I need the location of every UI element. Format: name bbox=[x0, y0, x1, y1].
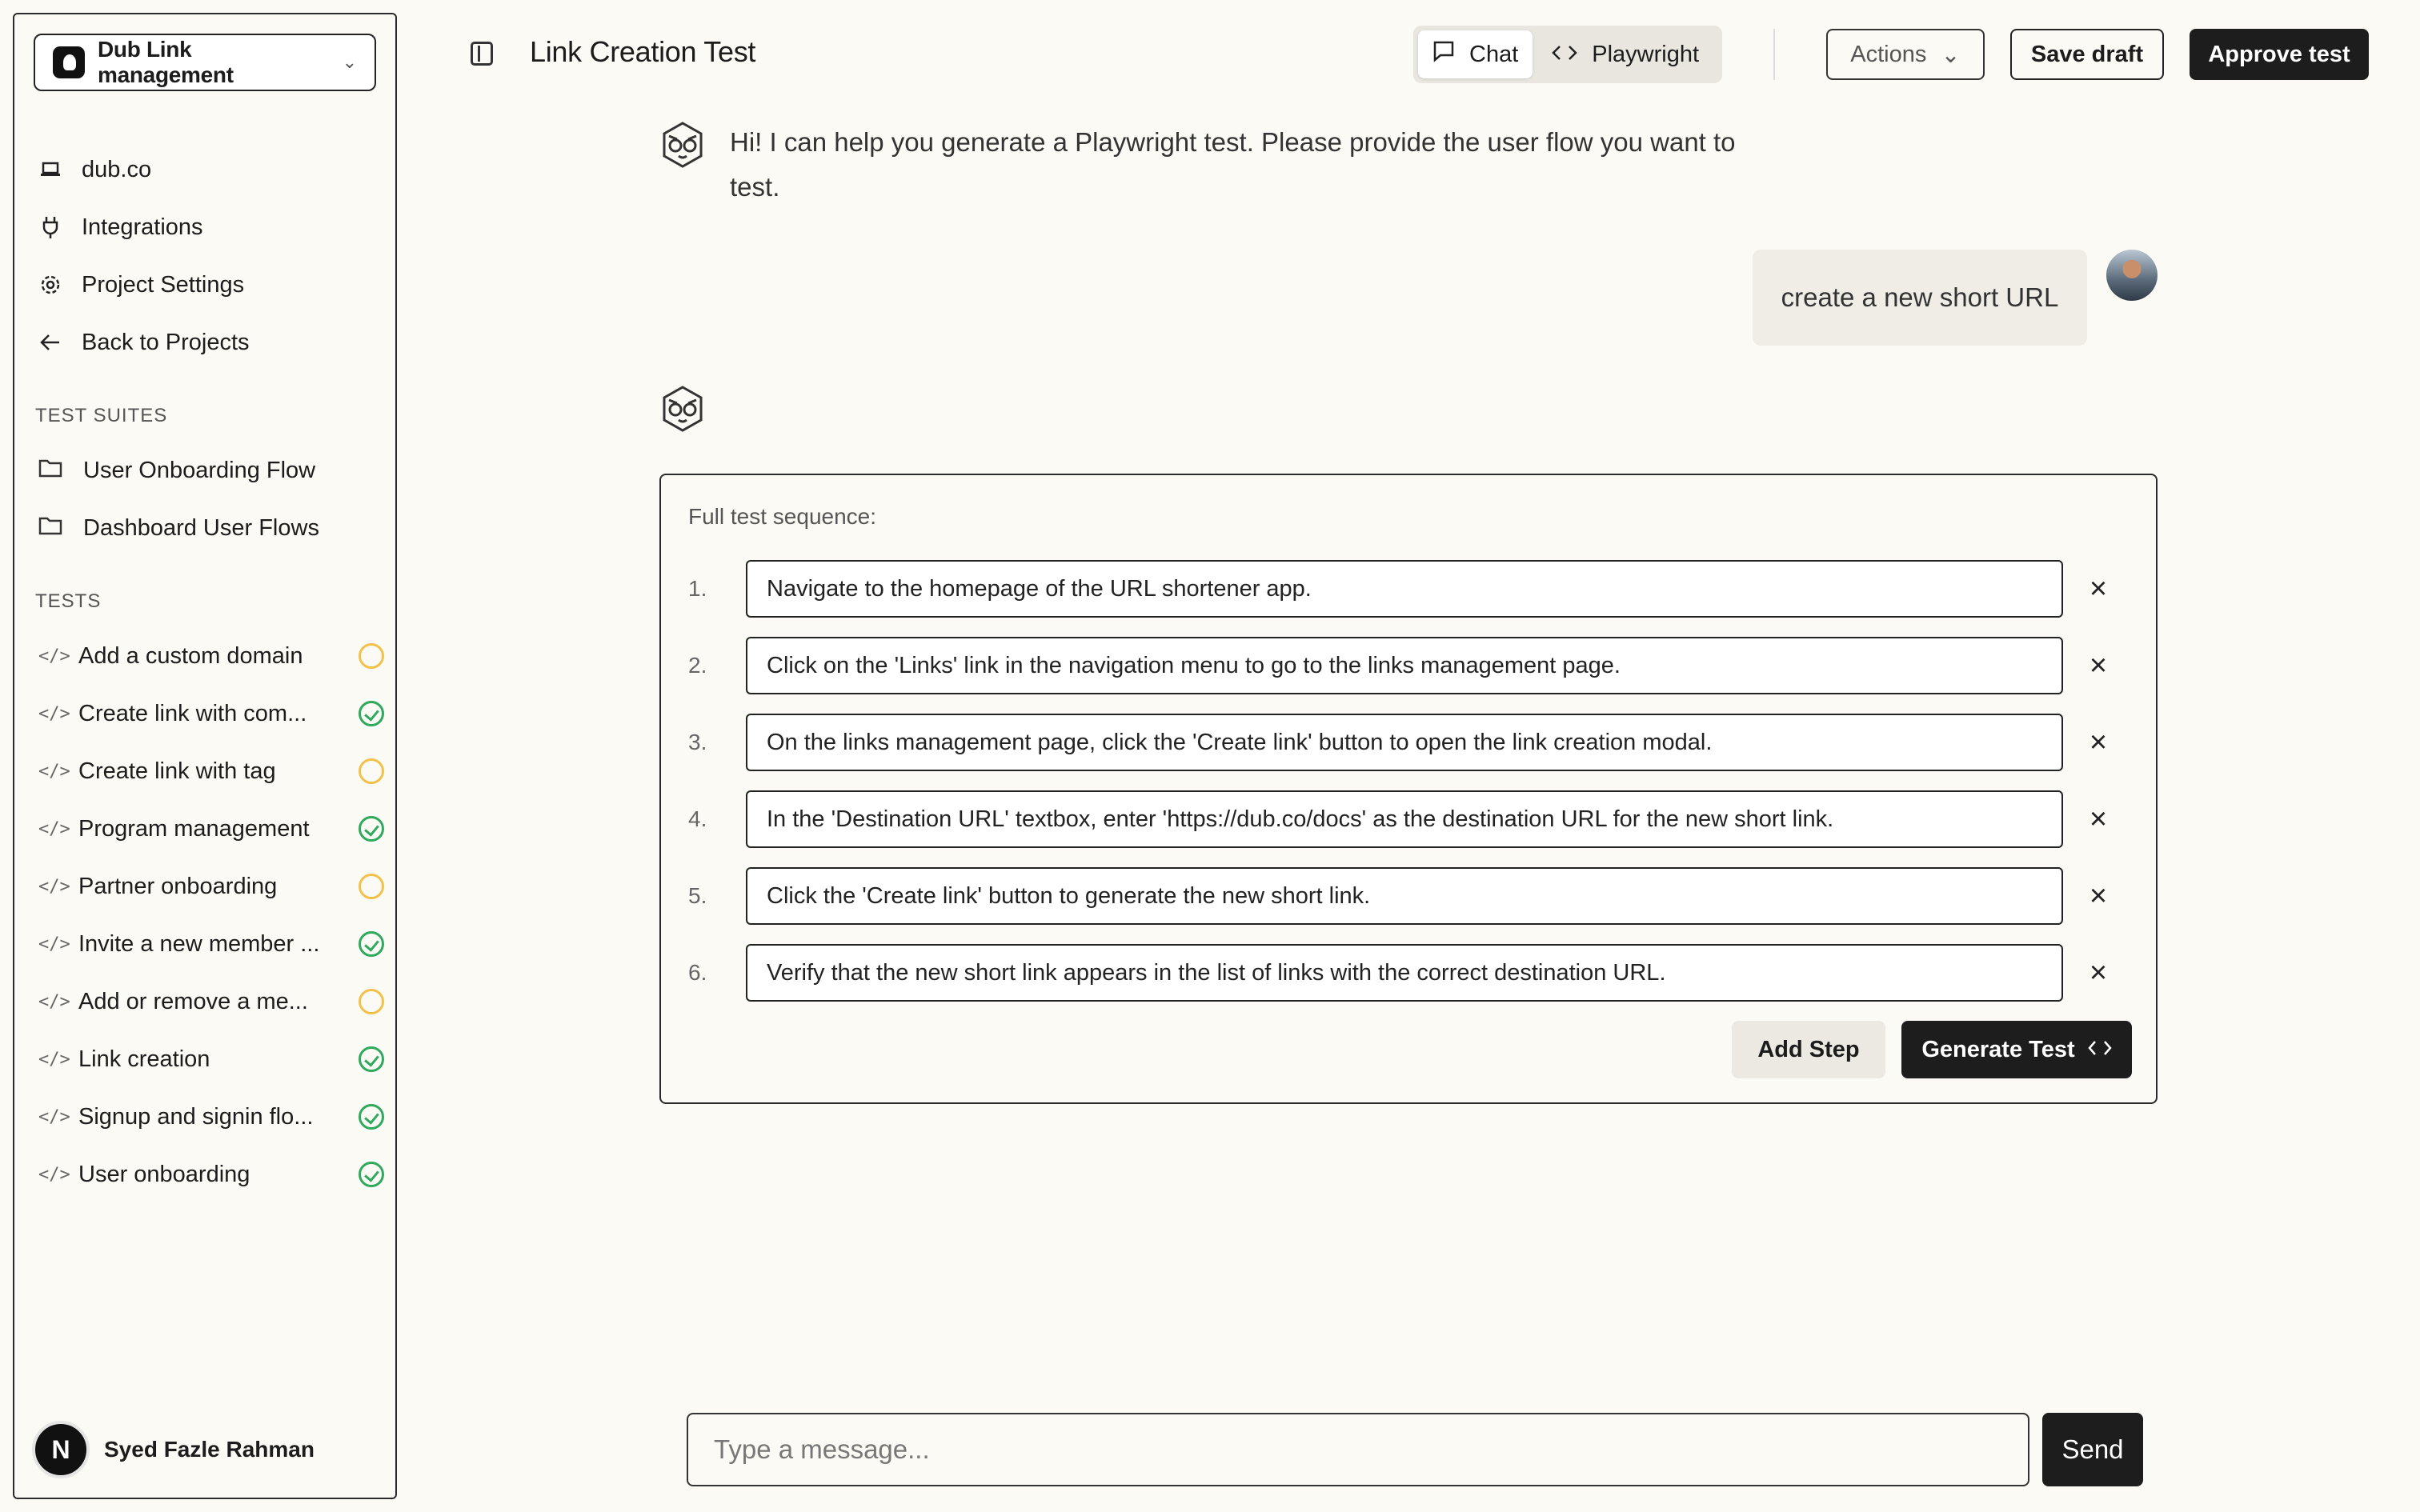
step-input[interactable]: Click the 'Create link' button to generate the new short link. bbox=[746, 867, 2063, 925]
test-item[interactable] bbox=[34, 627, 391, 685]
bot-avatar-icon bbox=[658, 120, 707, 170]
remove-step-icon[interactable]: × bbox=[2089, 725, 2108, 759]
tab-chat[interactable] bbox=[1418, 30, 1533, 78]
test-label: Add or remove a me... bbox=[78, 988, 308, 1014]
test-label: Create link with tag bbox=[78, 758, 276, 784]
test-item[interactable] bbox=[34, 973, 391, 1030]
actions-label: Actions bbox=[1850, 41, 1927, 67]
step-row bbox=[688, 714, 2134, 771]
test-item[interactable] bbox=[34, 1030, 391, 1088]
test-item[interactable] bbox=[34, 1088, 391, 1146]
code-icon: </> bbox=[38, 1049, 70, 1070]
sidebar-item-back-to-projects[interactable] bbox=[34, 314, 386, 371]
sidebar-nav bbox=[34, 141, 386, 371]
status-passed-icon bbox=[359, 931, 384, 957]
step-row bbox=[688, 560, 2134, 618]
chevron-down-icon: ⌄ bbox=[1941, 42, 1961, 68]
test-item[interactable] bbox=[34, 1146, 391, 1203]
code-brackets-icon bbox=[2088, 1037, 2112, 1063]
sidebar-item-dub-co[interactable] bbox=[34, 141, 386, 198]
code-brackets-icon bbox=[1552, 42, 1577, 68]
status-pending-icon bbox=[359, 758, 384, 784]
user-profile[interactable] bbox=[32, 1421, 315, 1478]
sidebar-toggle-icon[interactable] bbox=[471, 42, 493, 66]
sidebar-item-project-settings[interactable] bbox=[34, 256, 386, 314]
save-draft-button[interactable]: Save draft bbox=[2010, 29, 2164, 80]
step-number: 4. bbox=[688, 806, 707, 831]
actions-dropdown[interactable] bbox=[1826, 29, 1985, 80]
workspace-name: Dub Link management bbox=[98, 37, 234, 87]
workspace-switcher[interactable] bbox=[34, 34, 376, 91]
user-photo-avatar bbox=[2106, 250, 2158, 301]
test-item[interactable] bbox=[34, 800, 391, 858]
section-label-tests: TESTS bbox=[35, 590, 102, 612]
remove-step-icon[interactable]: × bbox=[2089, 802, 2108, 836]
step-row bbox=[688, 867, 2134, 925]
remove-step-icon[interactable]: × bbox=[2089, 571, 2108, 606]
approve-test-button[interactable]: Approve test bbox=[2190, 29, 2369, 80]
code-icon: </> bbox=[38, 991, 70, 1012]
test-sequence-card bbox=[659, 474, 2158, 1104]
step-number: 5. bbox=[688, 883, 707, 908]
code-icon: </> bbox=[38, 1164, 70, 1185]
remove-step-icon[interactable]: × bbox=[2089, 955, 2108, 990]
step-input[interactable]: Navigate to the homepage of the URL shortener app. bbox=[746, 560, 2063, 618]
sidebar-item-label: Back to Projects bbox=[82, 329, 250, 355]
test-label: Program management bbox=[78, 815, 310, 842]
message-input[interactable]: Type a message... bbox=[687, 1413, 2029, 1486]
section-label-test-suites: TEST SUITES bbox=[35, 405, 168, 426]
status-pending-icon bbox=[359, 874, 384, 899]
suite-label: Dashboard User Flows bbox=[83, 514, 319, 541]
send-button[interactable]: Send bbox=[2042, 1413, 2143, 1486]
test-label: Link creation bbox=[78, 1046, 210, 1072]
remove-step-icon[interactable]: × bbox=[2089, 648, 2108, 682]
tab-playwright-label: Playwright bbox=[1592, 41, 1700, 67]
generate-test-button[interactable] bbox=[1901, 1021, 2132, 1078]
code-icon: </> bbox=[38, 761, 70, 782]
workspace-logo-icon bbox=[53, 46, 85, 78]
tab-chat-label: Chat bbox=[1469, 41, 1519, 67]
status-passed-icon bbox=[359, 701, 384, 726]
status-pending-icon bbox=[359, 643, 384, 669]
step-input[interactable]: Click on the 'Links' link in the navigation menu to go to the links management page. bbox=[746, 637, 2063, 694]
test-item[interactable] bbox=[34, 858, 391, 915]
step-number: 2. bbox=[688, 653, 707, 678]
suite-item[interactable] bbox=[34, 442, 386, 499]
code-icon: </> bbox=[38, 934, 70, 954]
user-message: create a new short URL bbox=[1753, 250, 2087, 346]
status-passed-icon bbox=[359, 1104, 384, 1130]
header-divider bbox=[1773, 29, 1775, 80]
avatar: N bbox=[32, 1421, 90, 1478]
step-number: 3. bbox=[688, 730, 707, 754]
sidebar-item-integrations[interactable] bbox=[34, 198, 386, 256]
sidebar bbox=[13, 13, 397, 1499]
test-label: Signup and signin flo... bbox=[78, 1103, 314, 1130]
step-input[interactable]: On the links management page, click the 'Create link' button to open the link creation modal. bbox=[746, 714, 2063, 771]
laptop-icon bbox=[38, 161, 62, 178]
suite-item[interactable] bbox=[34, 499, 386, 557]
test-label: Create link with com... bbox=[78, 700, 307, 726]
arrow-left-icon bbox=[38, 333, 62, 352]
code-icon: </> bbox=[38, 876, 70, 897]
chat-icon bbox=[1432, 40, 1455, 69]
step-row bbox=[688, 790, 2134, 848]
remove-step-icon[interactable]: × bbox=[2089, 878, 2108, 913]
step-number: 6. bbox=[688, 960, 707, 985]
step-input[interactable]: Verify that the new short link appears in the list of links with the correct destination URL. bbox=[746, 944, 2063, 1002]
test-label: User onboarding bbox=[78, 1161, 250, 1187]
test-item[interactable] bbox=[34, 915, 391, 973]
test-list bbox=[34, 627, 391, 1203]
test-label: Invite a new member ... bbox=[78, 930, 320, 957]
sidebar-item-label: dub.co bbox=[82, 156, 152, 182]
code-icon: </> bbox=[38, 1106, 70, 1127]
add-step-button[interactable]: Add Step bbox=[1732, 1021, 1885, 1078]
sequence-title: Full test sequence: bbox=[688, 504, 877, 529]
step-list bbox=[688, 560, 2134, 1021]
step-input[interactable]: In the 'Destination URL' textbox, enter 'https://dub.co/docs' as the destination URL for the new short link. bbox=[746, 790, 2063, 848]
tab-playwright[interactable] bbox=[1537, 30, 1713, 78]
code-icon: </> bbox=[38, 646, 70, 666]
step-row bbox=[688, 637, 2134, 694]
sidebar-item-label: Integrations bbox=[82, 214, 203, 240]
gear-icon bbox=[38, 274, 62, 296]
step-row bbox=[688, 944, 2134, 1002]
plug-icon bbox=[38, 215, 62, 239]
step-number: 1. bbox=[688, 576, 707, 601]
test-label: Add a custom domain bbox=[78, 642, 303, 669]
test-item[interactable] bbox=[34, 742, 391, 800]
status-passed-icon bbox=[359, 816, 384, 842]
folder-icon bbox=[38, 458, 62, 484]
status-passed-icon bbox=[359, 1046, 384, 1072]
view-toggle bbox=[1413, 26, 1722, 83]
status-pending-icon bbox=[359, 989, 384, 1014]
folder-icon bbox=[38, 515, 62, 542]
bot-message: Hi! I can help you generate a Playwright test. Please provide the user flow you want to test. bbox=[730, 127, 1736, 202]
sidebar-item-label: Project Settings bbox=[82, 271, 245, 298]
status-passed-icon bbox=[359, 1162, 384, 1187]
test-label: Partner onboarding bbox=[78, 873, 278, 899]
bot-avatar-icon bbox=[658, 384, 707, 434]
generate-test-label: Generate Test bbox=[1921, 1036, 2075, 1062]
code-icon: </> bbox=[38, 703, 70, 724]
test-item[interactable] bbox=[34, 685, 391, 742]
user-name: Syed Fazle Rahman bbox=[104, 1437, 315, 1462]
code-icon: </> bbox=[38, 818, 70, 839]
page-title: Link Creation Test bbox=[530, 35, 756, 68]
suite-label: User Onboarding Flow bbox=[83, 457, 316, 483]
chevron-down-icon: ⌄ bbox=[342, 52, 357, 72]
